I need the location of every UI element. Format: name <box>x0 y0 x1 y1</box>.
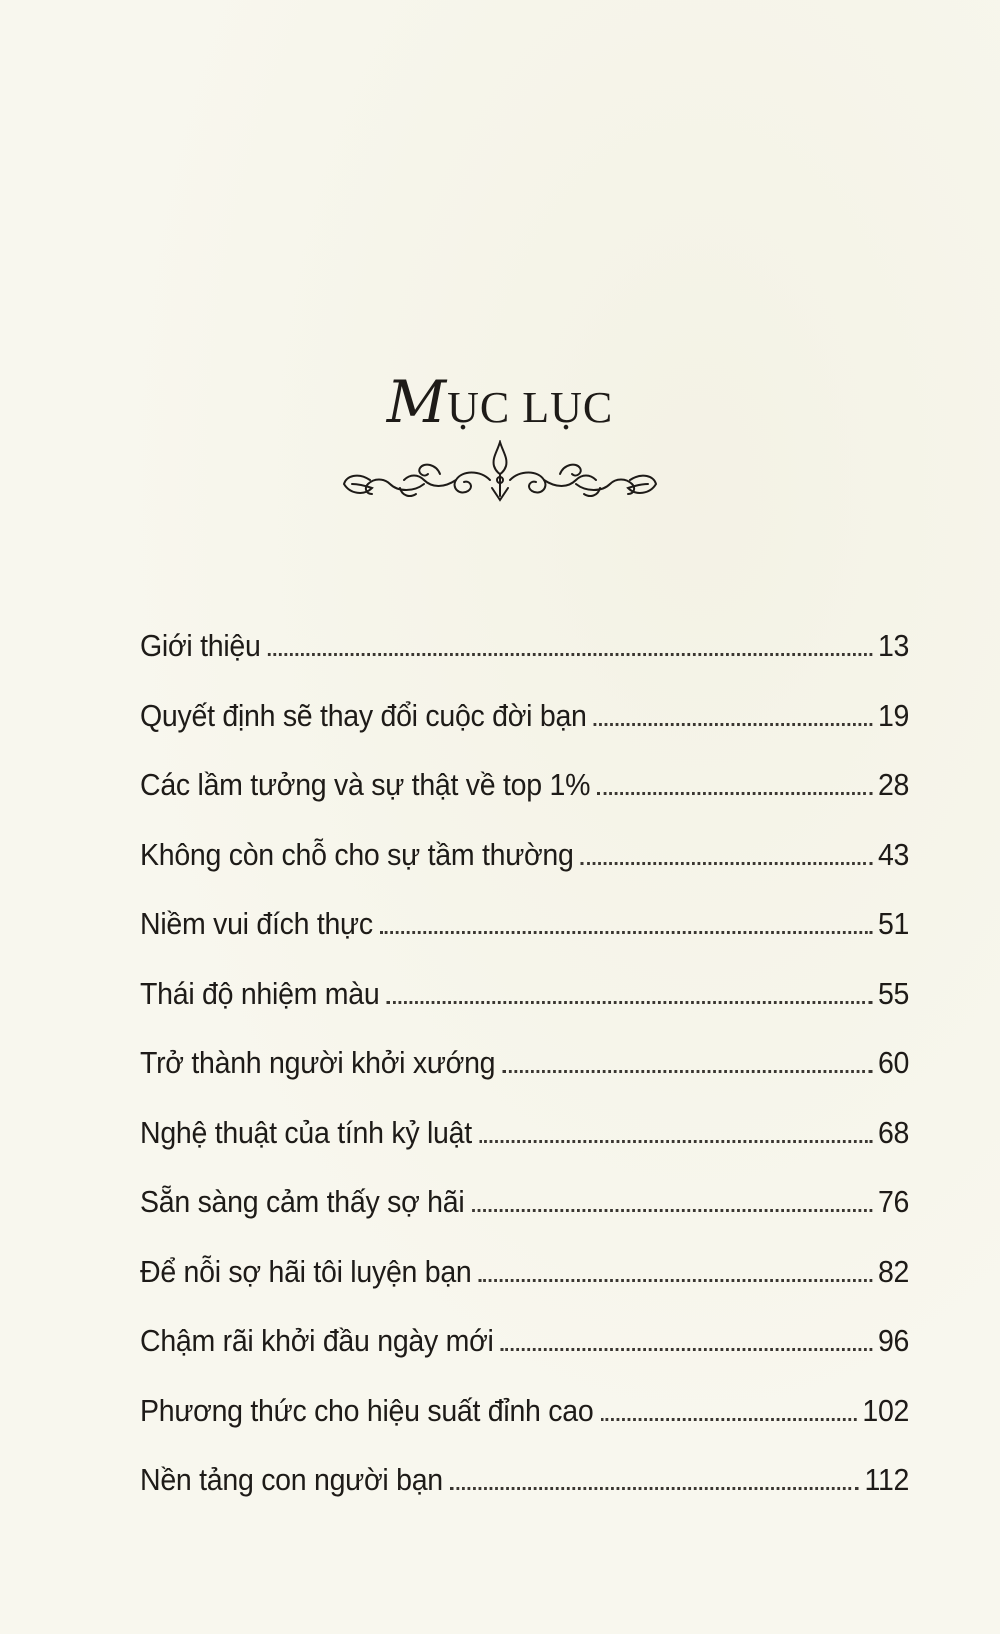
toc-entry-title: Nền tảng con người bạn <box>140 1462 443 1497</box>
toc-leader-dots <box>479 1140 872 1143</box>
toc-leader-dots <box>601 1418 857 1421</box>
toc-leader-dots <box>268 653 872 656</box>
toc-leader-dots <box>472 1209 873 1212</box>
title-initial: M <box>386 368 448 436</box>
toc-entry-title: Nghệ thuật của tính kỷ luật <box>140 1114 472 1150</box>
toc-leader-dots <box>479 1279 873 1282</box>
toc-entry-title: Không còn chỗ cho sự tầm thường <box>140 836 574 872</box>
toc-leader-dots <box>581 862 872 865</box>
toc-entry-title: Thái độ nhiệm màu <box>140 975 380 1011</box>
toc-entry-page: 82 <box>877 1253 910 1289</box>
toc-entry-title: Chậm rãi khởi đầu ngày mới <box>140 1323 494 1358</box>
toc-entry <box>140 767 909 837</box>
toc-entry <box>140 1393 909 1463</box>
toc-entry-page: 96 <box>877 1323 910 1358</box>
toc-entry-page: 60 <box>877 1045 910 1080</box>
toc-entry-title: Để nỗi sợ hãi tôi luyện bạn <box>140 1253 472 1289</box>
page-title <box>0 368 1000 436</box>
toc-entry-title: Trở thành người khởi xướng <box>140 1045 496 1080</box>
toc-entry <box>140 1254 909 1324</box>
toc-entry-title: Các lầm tưởng và sự thật về top 1% <box>140 767 591 802</box>
toc-entry <box>140 698 909 768</box>
toc-entry-page: 13 <box>877 628 910 663</box>
toc-entry-title: Giới thiệu <box>140 628 261 663</box>
toc-entry-title: Quyết định sẽ thay đổi cuộc đời bạn <box>140 697 587 733</box>
toc-entry-page: 76 <box>877 1184 910 1219</box>
toc-leader-dots <box>387 1001 873 1004</box>
toc-entry <box>140 1045 909 1115</box>
toc-entry-page: 43 <box>877 836 910 872</box>
table-of-contents <box>140 628 920 1532</box>
toc-entry <box>140 1184 909 1254</box>
toc-entry-page: 102 <box>862 1392 910 1428</box>
toc-entry-page: 68 <box>877 1114 910 1150</box>
toc-entry <box>140 1462 909 1532</box>
toc-entry <box>140 906 909 976</box>
toc-entry <box>140 1323 909 1393</box>
title-rest: ỤC LỤC <box>447 383 614 432</box>
toc-leader-dots <box>501 1348 872 1351</box>
toc-leader-dots <box>380 931 872 934</box>
toc-entry <box>140 976 909 1046</box>
toc-leader-dots <box>594 723 872 726</box>
toc-entry-page: 55 <box>877 975 910 1011</box>
toc-entry-page: 51 <box>877 906 910 941</box>
toc-entry <box>140 628 909 698</box>
toc-entry-page: 112 <box>864 1462 910 1497</box>
toc-entry-page: 19 <box>877 697 910 733</box>
toc-entry-page: 28 <box>877 767 910 802</box>
toc-leader-dots <box>598 792 873 795</box>
toc-entry-title: Phương thức cho hiệu suất đỉnh cao <box>140 1392 594 1428</box>
toc-entry-title: Sẵn sàng cảm thấy sợ hãi <box>140 1184 465 1219</box>
toc-entry <box>140 837 909 907</box>
toc-entry-title: Niềm vui đích thực <box>140 906 373 941</box>
scroll-ornament-icon <box>340 440 660 514</box>
toc-leader-dots <box>450 1487 859 1490</box>
toc-entry <box>140 1115 909 1185</box>
toc-leader-dots <box>503 1070 873 1073</box>
